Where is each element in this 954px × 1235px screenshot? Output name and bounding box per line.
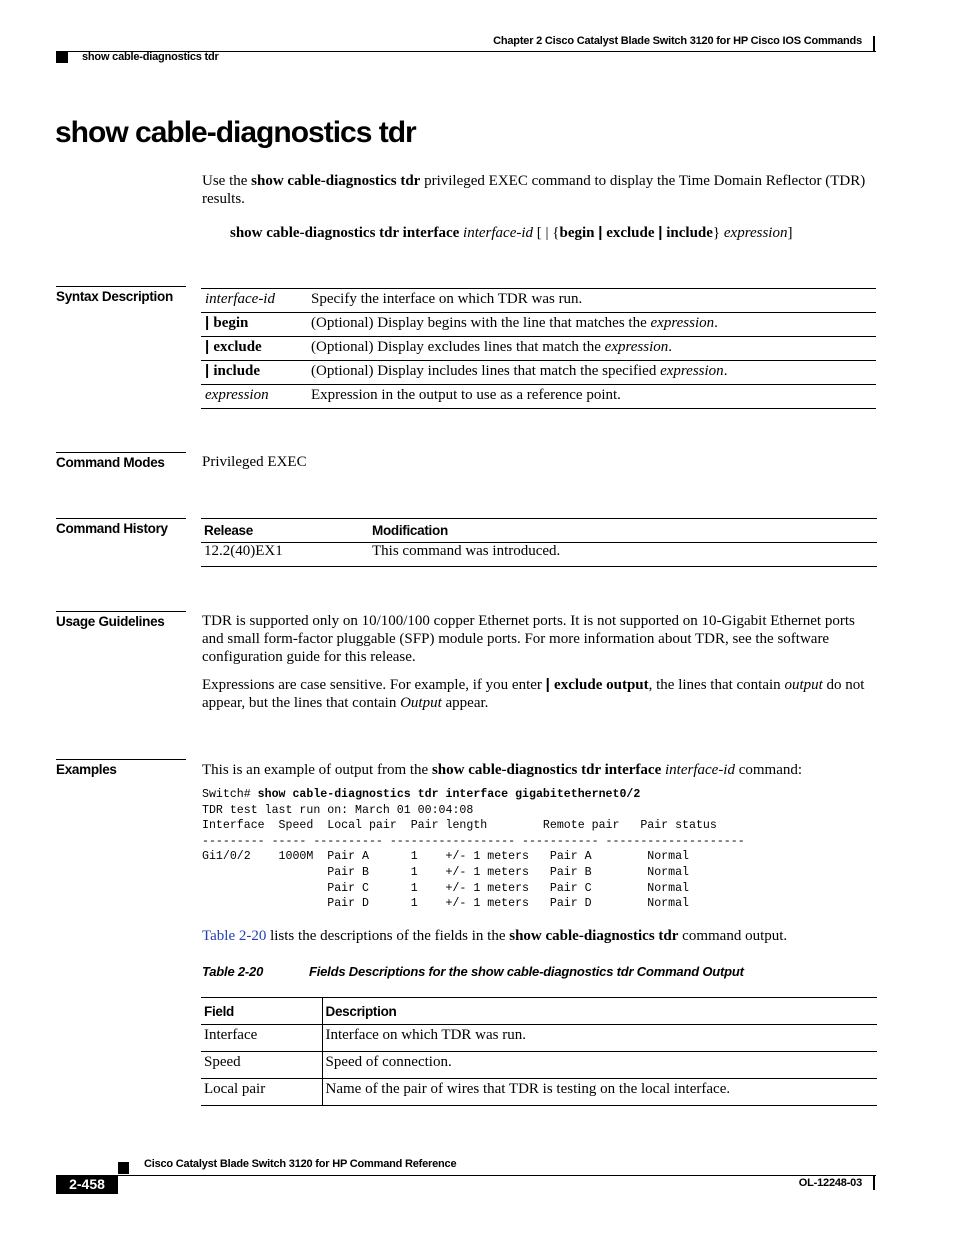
table-row: Speed Speed of connection. bbox=[201, 1052, 877, 1079]
table-row: 12.2(40)EX1 This command was introduced. bbox=[204, 543, 561, 559]
table-header-row: Release Modification bbox=[201, 519, 877, 543]
syntax-description-label: Syntax Description bbox=[56, 286, 186, 304]
page-title: show cable-diagnostics tdr bbox=[55, 116, 416, 149]
table-row: Local pair Name of the pair of wires that TDR is testing on the local interface. bbox=[201, 1079, 877, 1106]
command-history-label: Command History bbox=[56, 518, 186, 536]
page-number: 2-458 bbox=[69, 1176, 105, 1192]
usage-guidelines-label: Usage Guidelines bbox=[56, 611, 186, 629]
footer-book-title: Cisco Catalyst Blade Switch 3120 for HP Command Reference bbox=[144, 1158, 457, 1170]
example-command-line: Switch# show cable-diagnostics tdr interface gigabitethernet0/2 bbox=[202, 788, 641, 801]
syntax-line: show cable-diagnostics tdr interface interface-id [ | {begin | exclude | include} expression] bbox=[230, 224, 793, 241]
usage-paragraph-2: Expressions are case sensitive. For example, if you enter | exclude output, the lines that contain output do not appear, but the lines that contain Output appear. bbox=[202, 676, 865, 711]
table-row: expression Expression in the output to use as a reference point. bbox=[201, 385, 876, 409]
example-output: TDR test last run on: March 01 00:04:08 Interface Speed Local pair Pair length Remote pair Pair status --------- ----- ---------- ------------------ ----------- -------------------- Gi1/0/2 1000M Pair A 1 +/- 1 meters Pair A Normal Pair B 1 +/- 1 meters Pair B Normal Pair C 1 +/- 1 meters Pair C Normal Pair D 1 +/- 1 meters Pair D Normal bbox=[202, 803, 745, 911]
footer-rule bbox=[118, 1175, 876, 1176]
footer-tick bbox=[873, 1175, 875, 1190]
table-caption-title: Fields Descriptions for the show cable-diagnostics tdr Command Output bbox=[309, 964, 744, 979]
table-row: | exclude (Optional) Display excludes lines that match the expression. bbox=[201, 337, 876, 361]
command-modes-value: Privileged EXEC bbox=[202, 454, 307, 470]
table-row: Interface Interface on which TDR was run. bbox=[201, 1025, 877, 1052]
command-history-table bbox=[201, 518, 877, 567]
chapter-header: Chapter 2 Cisco Catalyst Blade Switch 3120 for HP Cisco IOS Commands bbox=[493, 35, 862, 47]
usage-paragraph-1: TDR is supported only on 10/100/100 copper Ethernet ports. It is not supported on 10-Gigabit Ethernet ports and small form-factor pluggable (SFP) module ports. For more information about TDR, see the software configuration guide for this release. bbox=[202, 613, 855, 665]
doc-id: OL-12248-03 bbox=[798, 1177, 862, 1189]
intro-paragraph: Use the show cable-diagnostics tdr privileged EXEC command to display the Time Domain Reflector (TDR) results. bbox=[202, 173, 866, 207]
syntax-description-table bbox=[201, 288, 876, 409]
examples-intro: This is an example of output from the show cable-diagnostics tdr interface interface-id command: bbox=[202, 762, 803, 778]
fields-table bbox=[201, 997, 877, 1106]
examples-label: Examples bbox=[56, 759, 186, 777]
table-header-row: Field Description bbox=[201, 998, 877, 1025]
table-link[interactable]: Table 2-20 bbox=[202, 928, 267, 944]
header-block bbox=[56, 52, 68, 63]
header-tick bbox=[873, 36, 875, 51]
table-caption-number: Table 2-20 bbox=[202, 964, 264, 979]
command-modes-label: Command Modes bbox=[56, 452, 186, 470]
table-row: | include (Optional) Display includes lines that match the specified expression. bbox=[201, 361, 876, 385]
table-row: | begin (Optional) Display begins with the line that matches the expression. bbox=[201, 313, 876, 337]
example-output-block bbox=[202, 787, 745, 912]
table-reference: Table 2-20 lists the descriptions of the fields in the show cable-diagnostics tdr command output. bbox=[202, 928, 788, 944]
intro-command: show cable-diagnostics tdr bbox=[251, 173, 421, 189]
table-row: interface-id Specify the interface on which TDR was run. bbox=[201, 289, 876, 313]
section-header: show cable-diagnostics tdr bbox=[82, 51, 219, 63]
page-number-box bbox=[56, 1175, 118, 1194]
footer-block bbox=[118, 1162, 129, 1174]
